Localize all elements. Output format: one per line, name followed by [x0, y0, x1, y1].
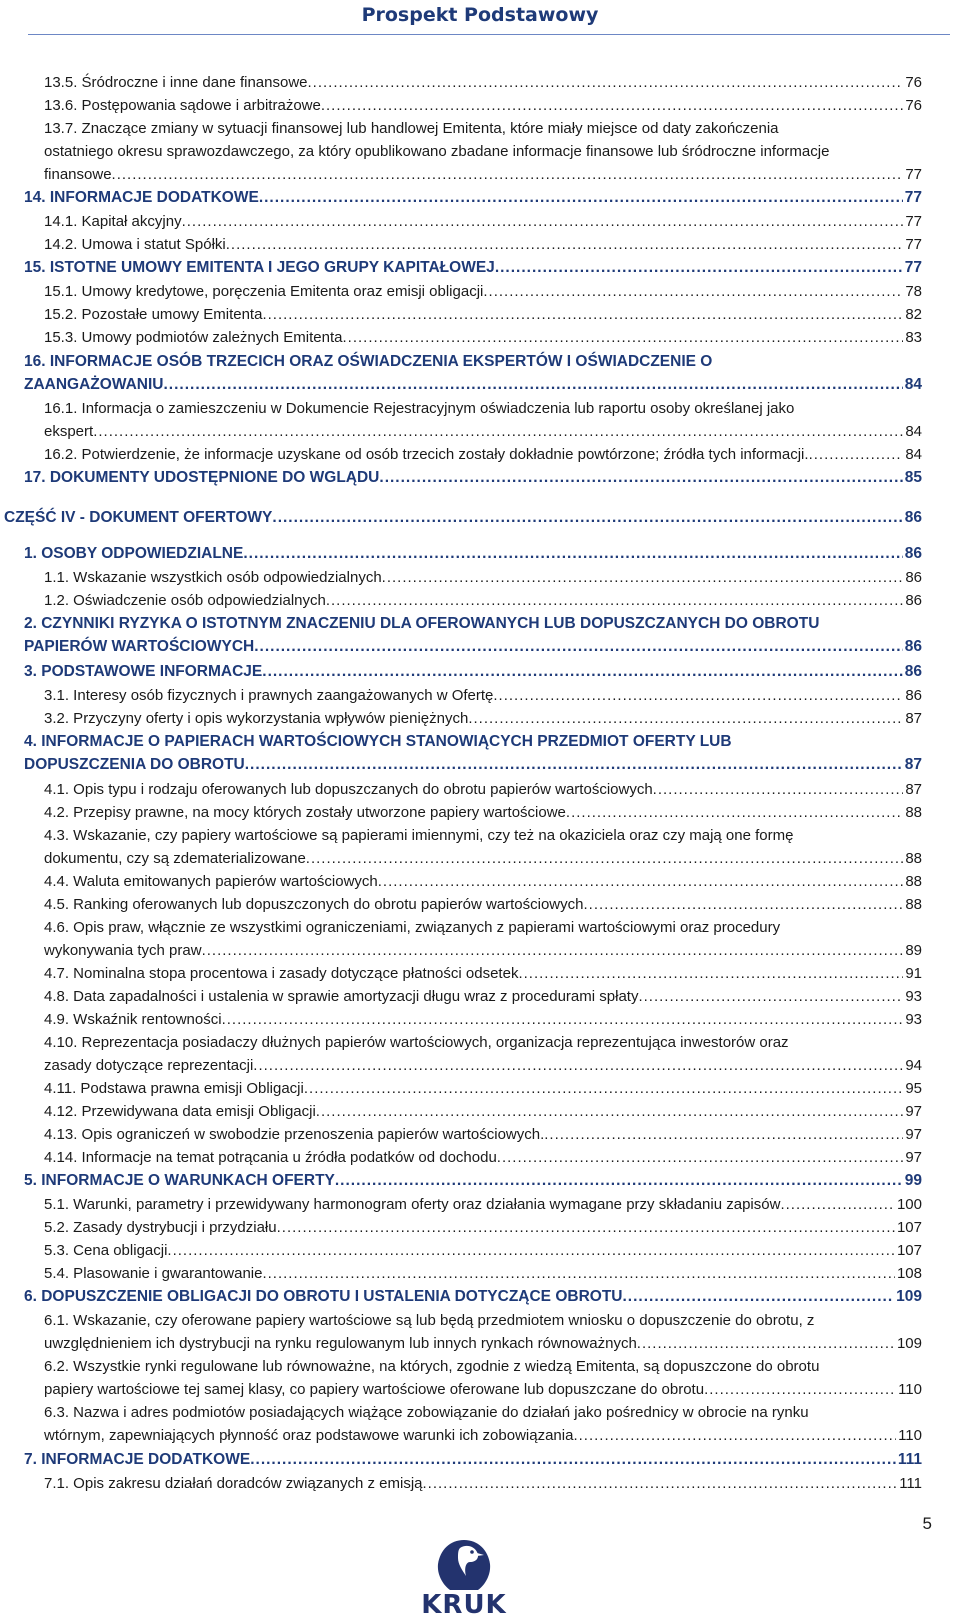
- toc-entry[interactable]: [44, 778, 922, 801]
- toc-entry-line: 13.7. Znaczące zmiany w sytuacji finansowej lub handlowej Emitenta, które miały miejsce od daty zakończenia: [44, 120, 779, 137]
- toc-entry-title: 4.14. Informacje na temat potrącania u źródła podatków od dochodu: [44, 1149, 497, 1166]
- page-number: 5: [922, 1514, 932, 1533]
- dot-leader: [112, 163, 904, 186]
- toc-entry-title: 14.2. Umowa i statut Spółki: [44, 236, 226, 253]
- toc-page-number: 91: [905, 965, 922, 982]
- toc-entry[interactable]: [44, 1146, 922, 1169]
- toc-entry[interactable]: [44, 94, 922, 117]
- toc-page-number: 100: [896, 1196, 922, 1213]
- dot-leader: [544, 1123, 903, 1146]
- toc-entry-title: 5.1. Warunki, parametry i przewidywany harmonogram oferty oraz działania wymagane przy składaniu zapisów: [44, 1196, 781, 1213]
- toc-entry-title: CZĘŚĆ IV - DOKUMENT OFERTOWY: [4, 509, 273, 526]
- toc-entry[interactable]: [44, 1008, 922, 1031]
- toc-page-number: 83: [905, 329, 922, 346]
- toc-entry-title: 1. OSOBY ODPOWIEDZIALNE: [24, 545, 244, 562]
- dot-leader: [382, 566, 904, 589]
- toc-page-number: 86: [905, 592, 922, 609]
- toc-entry[interactable]: [44, 1123, 922, 1146]
- toc-entry-title: 7. INFORMACJE DODATKOWE: [24, 1451, 251, 1468]
- toc-entry-title: 4.11. Podstawa prawna emisji Obligacji: [44, 1080, 304, 1097]
- toc-entry[interactable]: [44, 916, 922, 962]
- logo-wordmark: KRUK: [421, 1590, 507, 1620]
- dot-leader: [226, 233, 904, 256]
- toc-page-number: 77: [905, 236, 922, 253]
- dot-leader: [262, 1262, 895, 1285]
- dot-leader: [583, 893, 903, 916]
- dot-leader: [250, 1448, 896, 1471]
- toc-page-number: 82: [905, 306, 922, 323]
- toc-entry[interactable]: [44, 303, 922, 326]
- toc-entry-line: 16.1. Informacja o zamieszczeniu w Dokumencie Rejestracyjnym oświadczenia lub raportu osoby określanej jako: [44, 400, 795, 417]
- toc-entry[interactable]: [44, 1031, 922, 1077]
- header-divider: [28, 34, 950, 35]
- toc-page-number: 87: [905, 781, 922, 798]
- toc-entry-title: 4.1. Opis typu i rodzaju oferowanych lub dopuszczanych do obrotu papierów wartościowych: [44, 781, 653, 798]
- toc-entry[interactable]: [44, 893, 922, 916]
- toc-page-number: 93: [905, 1011, 922, 1028]
- toc-page-number: 110: [898, 1381, 922, 1398]
- toc-page-number: 77: [904, 259, 922, 276]
- dot-leader: [326, 589, 903, 612]
- toc-entry[interactable]: [44, 1472, 922, 1495]
- toc-entry[interactable]: [44, 233, 922, 256]
- toc-page-number: 84: [905, 446, 922, 463]
- toc-entry[interactable]: [44, 824, 922, 870]
- toc-page-number: 76: [905, 97, 922, 114]
- toc-page-number: 76: [905, 74, 922, 91]
- toc-page-number: 109: [896, 1288, 922, 1305]
- toc-entry-title: 3.1. Interesy osób fizycznych i prawnych zaangażowanych w Ofertę: [44, 687, 494, 704]
- toc-page-number: 93: [905, 988, 922, 1005]
- toc-entry-title: papiery wartościowe tej samej klasy, co papiery wartościowe oferowane lub dopuszczane do obrotu: [44, 1381, 705, 1398]
- dot-leader: [321, 94, 903, 117]
- toc-entry[interactable]: [44, 1309, 922, 1355]
- toc-entry-title: zasady dotyczące reprezentacji: [44, 1057, 254, 1074]
- toc-entry[interactable]: [4, 506, 922, 529]
- dot-leader: [202, 939, 904, 962]
- toc-entry-title: PAPIERÓW WARTOŚCIOWYCH: [24, 638, 255, 655]
- toc-page-number: 97: [905, 1103, 922, 1120]
- toc-entry[interactable]: [24, 1169, 922, 1192]
- toc-entry[interactable]: [44, 1193, 922, 1216]
- toc-page-number: 85: [904, 469, 922, 486]
- toc-entry-title: 15.3. Umowy podmiotów zależnych Emitenta: [44, 329, 343, 346]
- toc-entry-title: 13.6. Postępowania sądowe i arbitrażowe: [44, 97, 321, 114]
- toc-page-number: 87: [905, 710, 922, 727]
- dot-leader: [182, 210, 904, 233]
- dot-leader: [518, 962, 903, 985]
- dot-leader: [423, 1472, 898, 1495]
- dot-leader: [167, 1239, 895, 1262]
- toc-entry[interactable]: [44, 117, 922, 186]
- toc-entry-title: 4.9. Wskaźnik rentowności: [44, 1011, 222, 1028]
- toc-page-number: 111: [897, 1451, 922, 1468]
- dot-leader: [704, 1378, 896, 1401]
- toc-page-number: 99: [904, 1172, 922, 1189]
- toc-entry[interactable]: [44, 1077, 922, 1100]
- toc-page-number: 87: [904, 756, 922, 773]
- dot-leader: [245, 753, 903, 776]
- dot-leader: [623, 1285, 895, 1308]
- toc-entry[interactable]: [44, 985, 922, 1008]
- toc-page-number: 107: [896, 1219, 922, 1236]
- dot-leader: [277, 1216, 895, 1239]
- toc-entry-title: 4.2. Przepisy prawne, na mocy których zostały utworzone papiery wartościowe: [44, 804, 566, 821]
- toc-entry[interactable]: [24, 466, 922, 489]
- toc-entry-title: 1.2. Oświadczenie osób odpowiedzialnych: [44, 592, 326, 609]
- toc-entry-title: 5. INFORMACJE O WARUNKACH OFERTY: [24, 1172, 335, 1189]
- dot-leader: [468, 707, 903, 730]
- toc-page-number: 109: [896, 1335, 922, 1352]
- toc-page-number: 94: [905, 1057, 922, 1074]
- toc-entry[interactable]: [44, 210, 922, 233]
- toc-entry[interactable]: [44, 1216, 922, 1239]
- toc-entry-line: 6.3. Nazwa i adres podmiotów posiadających wiążące zobowiązanie do działań jako pośrednicy w obrocie na rynku: [44, 1404, 809, 1421]
- toc-entry[interactable]: [24, 660, 922, 683]
- toc-entry-line: 4.3. Wskazanie, czy papiery wartościowe są papierami imiennymi, czy też na okaziciela oraz czy mają one formę: [44, 827, 794, 844]
- toc-entry-title: 7.1. Opis zakresu działań doradców związanych z emisją: [44, 1475, 423, 1492]
- toc-page-number: 110: [898, 1427, 922, 1444]
- toc-entry[interactable]: [24, 186, 922, 209]
- toc-page-number: 77: [905, 213, 922, 230]
- toc-page-number: 88: [905, 873, 922, 890]
- toc-page-number: 111: [899, 1475, 922, 1492]
- toc-entry[interactable]: [44, 801, 922, 824]
- toc-entry-title: ZAANGAŻOWANIU: [24, 376, 164, 393]
- toc-entry-line: 16. INFORMACJE OSÓB TRZECICH ORAZ OŚWIADCZENIA EKSPERTÓW I OŚWIADCZENIE O: [24, 353, 713, 370]
- toc-entry-line: 4.10. Reprezentacja posiadaczy dłużnych papierów wartościowych, organizacja reprezentująca inwestorów oraz: [44, 1034, 789, 1051]
- dot-leader: [493, 684, 903, 707]
- toc-entry-title: dokumentu, czy są zdematerializowane: [44, 850, 306, 867]
- toc-page-number: 95: [905, 1080, 922, 1097]
- dot-leader: [566, 801, 903, 824]
- dot-leader: [379, 466, 902, 489]
- toc-entry-title: wykonywania tych praw: [44, 942, 202, 959]
- toc-entry-title: 4.7. Nominalna stopa procentowa i zasady dotyczące płatności odsetek: [44, 965, 519, 982]
- toc-entry-title: finansowe: [44, 166, 112, 183]
- toc-entry-title: 6. DOPUSZCZENIE OBLIGACJI DO OBROTU I USTALENIA DOTYCZĄCE OBROTU: [24, 1288, 623, 1305]
- toc-entry-title: 4.8. Data zapadalności i ustalenia w sprawie amortyzacji długu wraz z procedurami spłaty: [44, 988, 639, 1005]
- page-header-title: Prospekt Podstawowy: [361, 4, 599, 26]
- toc-page-number: 108: [896, 1265, 922, 1282]
- dot-leader: [342, 326, 903, 349]
- toc-entry[interactable]: [24, 1285, 922, 1308]
- toc-entry[interactable]: [44, 71, 922, 94]
- dot-leader: [243, 542, 902, 565]
- toc-entry[interactable]: [24, 730, 922, 776]
- toc-entry[interactable]: [44, 1262, 922, 1285]
- toc-entry-title: 15.1. Umowy kredytowe, poręczenia Emitenta oraz emisji obligacji: [44, 283, 484, 300]
- toc-entry[interactable]: [24, 350, 922, 396]
- toc-entry[interactable]: [44, 326, 922, 349]
- toc-entry[interactable]: [24, 1448, 922, 1471]
- toc-entry-title: 13.5. Śródroczne i inne dane finansowe: [44, 74, 308, 91]
- toc-entry-title: uwzględnieniem ich dystrybucji na rynku regulowanym lub innych rynkach równoważnych: [44, 1335, 637, 1352]
- toc-page-number: 86: [904, 509, 922, 526]
- toc-entry[interactable]: [44, 707, 922, 730]
- toc-page-number: 97: [905, 1149, 922, 1166]
- toc-page-number: 77: [905, 166, 922, 183]
- toc-entry-title: 5.4. Plasowanie i gwarantowanie: [44, 1265, 263, 1282]
- dot-leader: [497, 1146, 904, 1169]
- dot-leader: [653, 778, 904, 801]
- toc-entry[interactable]: [44, 684, 922, 707]
- toc-entry-title: 14. INFORMACJE DODATKOWE: [24, 189, 259, 206]
- toc-entry-title: 3.2. Przyczyny oferty i opis wykorzystania wpływów pieniężnych: [44, 710, 469, 727]
- toc-entry-title: 15. ISTOTNE UMOWY EMITENTA I JEGO GRUPY KAPITAŁOWEJ: [24, 259, 495, 276]
- dot-leader: [780, 1193, 895, 1216]
- dot-leader: [164, 373, 903, 396]
- toc-entry[interactable]: [44, 566, 922, 589]
- toc-entry-line: 2. CZYNNIKI RYZYKA O ISTOTNYM ZNACZENIU DLA OFEROWANYCH LUB DOPUSZCZANYCH DO OBROTU: [24, 615, 820, 632]
- toc-page-number: 86: [904, 663, 922, 680]
- dot-leader: [573, 1424, 896, 1447]
- toc-entry[interactable]: [44, 1239, 922, 1262]
- toc-page-number: 86: [904, 638, 922, 655]
- toc-entry-line: 6.1. Wskazanie, czy oferowane papiery wartościowe są lub będą przedmiotem wniosku o dopuszczenie do obrotu, z: [44, 1312, 815, 1329]
- dot-leader: [638, 985, 903, 1008]
- toc-page-number: 86: [904, 545, 922, 562]
- toc-page-number: 77: [904, 189, 922, 206]
- dot-leader: [809, 443, 904, 466]
- dot-leader: [93, 420, 903, 443]
- toc-page-number: 88: [905, 850, 922, 867]
- toc-entry-title: 17. DOKUMENTY UDOSTĘPNIONE DO WGLĄDU: [24, 469, 380, 486]
- toc-page-number: 88: [905, 896, 922, 913]
- dot-leader: [222, 1008, 904, 1031]
- dot-leader: [304, 1077, 903, 1100]
- toc-page-number: 97: [905, 1126, 922, 1143]
- toc-entry-title: 14.1. Kapitał akcyjny: [44, 213, 182, 230]
- dot-leader: [308, 71, 904, 94]
- toc-entry-line: 4.6. Opis praw, włącznie ze wszystkimi ograniczeniami, związanych z papierami wartościowymi oraz procedury: [44, 919, 781, 936]
- toc-page-number: 86: [905, 569, 922, 586]
- bird-icon: [420, 1534, 508, 1592]
- dot-leader: [253, 1054, 903, 1077]
- toc-entry-title: 3. PODSTAWOWE INFORMACJE: [24, 663, 263, 680]
- toc-entry[interactable]: [44, 397, 922, 443]
- toc-entry-title: 16.2. Potwierdzenie, że informacje uzyskane od osób trzecich zostały dokładnie powtórzone; źródła tych informacji.: [44, 446, 809, 463]
- toc-entry[interactable]: [44, 962, 922, 985]
- toc-entry-title: 15.2. Pozostałe umowy Emitenta: [44, 306, 263, 323]
- toc-entry-title: 5.2. Zasady dystrybucji i przydziału: [44, 1219, 277, 1236]
- toc-entry-title: 4.12. Przewidywana data emisji Obligacji: [44, 1103, 316, 1120]
- dot-leader: [637, 1332, 895, 1355]
- toc-entry-line: 6.2. Wszystkie rynki regulowane lub równoważne, na których, zgodnie z wiedzą Emitenta, są dopuszczone do obrotu: [44, 1358, 820, 1375]
- toc-page-number: 107: [896, 1242, 922, 1259]
- dot-leader: [335, 1169, 903, 1192]
- kruk-logo: [420, 1534, 508, 1622]
- toc-entry-title: ekspert: [44, 423, 94, 440]
- dot-leader: [306, 847, 904, 870]
- toc-entry[interactable]: [44, 1100, 922, 1123]
- toc-entry[interactable]: [24, 612, 922, 658]
- dot-leader: [262, 303, 903, 326]
- toc-entry[interactable]: [44, 1401, 922, 1447]
- toc-entry[interactable]: [44, 589, 922, 612]
- dot-leader: [483, 280, 903, 303]
- toc-entry-title: 4.4. Waluta emitowanych papierów wartościowych: [44, 873, 378, 890]
- dot-leader: [495, 256, 903, 279]
- toc-entry[interactable]: [44, 870, 922, 893]
- toc-entry-line: 4. INFORMACJE O PAPIERACH WARTOŚCIOWYCH STANOWIĄCYCH PRZEDMIOT OFERTY LUB: [24, 733, 732, 750]
- dot-leader: [272, 506, 902, 529]
- toc-page-number: 84: [905, 423, 922, 440]
- toc-page-number: 88: [905, 804, 922, 821]
- dot-leader: [316, 1100, 904, 1123]
- toc-entry-title: wtórnym, zapewniających płynność oraz podstawowe warunki ich zobowiązania: [44, 1427, 574, 1444]
- toc-page-number: 84: [904, 376, 922, 393]
- dot-leader: [254, 635, 903, 658]
- toc-entry[interactable]: [24, 542, 922, 565]
- toc-page-number: 89: [905, 942, 922, 959]
- toc-entry-title: 1.1. Wskazanie wszystkich osób odpowiedzialnych: [44, 569, 382, 586]
- toc-entry[interactable]: [44, 1355, 922, 1401]
- dot-leader: [259, 186, 903, 209]
- toc-page-number: 86: [905, 687, 922, 704]
- dot-leader: [262, 660, 902, 683]
- toc-entry-title: DOPUSZCZENIA DO OBROTU: [24, 756, 245, 773]
- toc-entry[interactable]: [24, 256, 922, 279]
- toc-entry-line: ostatniego okresu sprawozdawczego, za który opublikowano zbadane informacje finansowe lub śródroczne informacje: [44, 143, 830, 160]
- toc-entry-title: 4.5. Ranking oferowanych lub dopuszczonych do obrotu papierów wartościowych: [44, 896, 584, 913]
- toc-entry-title: 5.3. Cena obligacji: [44, 1242, 168, 1259]
- toc-entry[interactable]: [44, 443, 922, 466]
- dot-leader: [378, 870, 904, 893]
- toc-entry[interactable]: [44, 280, 922, 303]
- toc-page-number: 78: [905, 283, 922, 300]
- toc-entry-title: 4.13. Opis ograniczeń w swobodzie przenoszenia papierów wartościowych.: [44, 1126, 545, 1143]
